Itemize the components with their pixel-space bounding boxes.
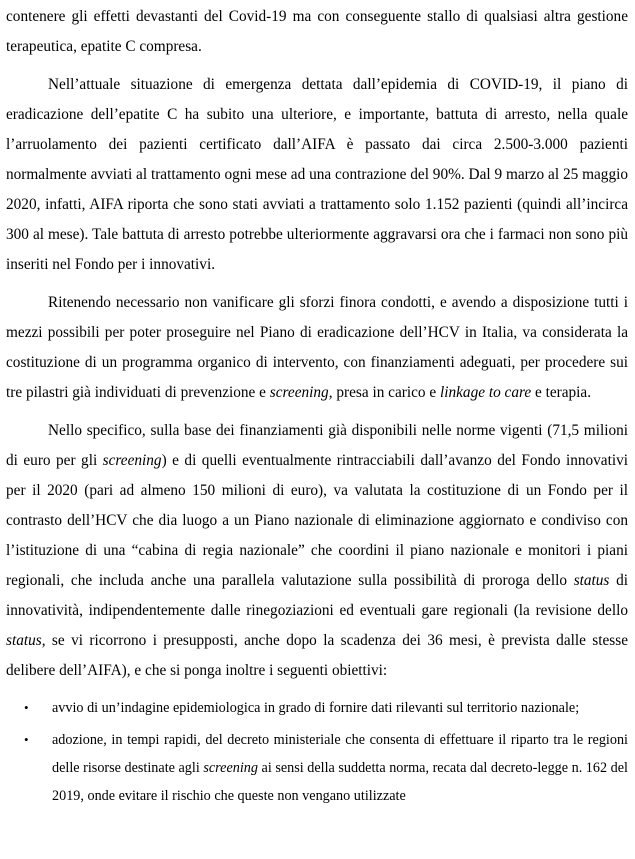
paragraph-2 <box>6 70 628 280</box>
italic-term: screening <box>269 384 329 401</box>
text-segment: ai sensi della suddetta norma, recata dal decreto-legge n. 162 del 2019, onde evitare il rischio che queste non vengano utilizzate <box>52 760 628 804</box>
text-segment: , se vi ricorrono i presupposti, anche dopo la scadenza dei 36 mesi, è prevista dalle stesse delibere dell’AIFA), e che si ponga inoltre i seguenti obiettivi: <box>6 632 628 679</box>
text-segment: di innovatività, indipendentemente dalle rinegoziazioni ed eventuali gare regionali (la revisione dello <box>6 572 628 619</box>
text-segment: ) e di quelli eventualmente rintracciabili dall’avanzo del Fondo innovativi per il 2020 (pari ad almeno 150 milioni di euro), va valutata la costituzione di un Fondo per il contrasto dell’HCV che dia luogo a un Piano nazionale di eliminazione aggiornato e condiviso con l’istituzione di una “cabina di regia nazionale” che coordini il piano nazionale e monitori i piani regionali, che includa anche una parallela valutazione sulla possibilità di proroga dello <box>6 452 628 589</box>
text-segment: adozione, in tempi rapidi, del decreto ministeriale che consenta di effettuare il riparto tra le regioni delle risorse destinate agli <box>52 732 628 776</box>
paragraph-3 <box>6 288 628 408</box>
text-segment: Nell’attuale situazione di emergenza dettata dall’epidemia di COVID-19, il piano di eradicazione dell’epatite C ha subito una ulteriore, e importante, battuta di arresto, nella quale l’arruolamento dei pazienti certificato dall’AIFA è passato dai circa 2.500-3.000 pazienti normalmente avviati al trattamento ogni mese ad una contrazione del 90%. Dal 9 marzo al 25 maggio 2020, infatti, AIFA riporta che sono stati avviati a trattamento solo 1.152 pazienti (quindi all’incirca 300 al mese). Tale battuta di arresto potrebbe ulteriormente aggravarsi ora che i farmaci non sono più inseriti nel Fondo per i innovativi. <box>6 76 628 273</box>
objectives-list <box>6 694 628 810</box>
text-segment: e terapia. <box>531 384 592 401</box>
paragraph-4 <box>6 416 628 686</box>
text-segment: Nello specifico, sulla base dei finanziamenti già disponibili nelle norme vigenti (71,5 milioni di euro per gli <box>6 422 628 469</box>
italic-term: screening <box>102 452 162 469</box>
italic-term: status <box>6 632 42 649</box>
italic-term: screening <box>203 760 258 776</box>
bullet-icon: • <box>24 732 29 747</box>
objective-item <box>6 726 628 810</box>
bullet-icon: • <box>24 700 29 715</box>
italic-term: status <box>573 572 610 589</box>
text-segment: avvio di un’indagine epidemiologica in grado di fornire dati rilevanti sul territorio nazionale; <box>52 700 580 716</box>
paragraph-1 <box>6 2 628 62</box>
text-segment: , presa in carico e <box>328 384 440 401</box>
text-segment: Ritenendo necessario non vanificare gli sforzi finora condotti, e avendo a disposizione tutti i mezzi possibili per poter proseguire nel Piano di eradicazione dell’HCV in Italia, va considerata la costituzione di un programma organico di intervento, con finanziamenti adeguati, per procedere sui tre pilastri già individuati di prevenzione e <box>6 294 628 401</box>
text-segment: contenere gli effetti devastanti del Covid-19 ma con conseguente stallo di qualsiasi altra gestione terapeutica, epatite C compresa. <box>6 8 628 55</box>
objective-item <box>6 694 628 722</box>
document-body <box>6 2 628 686</box>
italic-term: linkage to care <box>439 384 532 401</box>
document-page <box>6 0 628 814</box>
